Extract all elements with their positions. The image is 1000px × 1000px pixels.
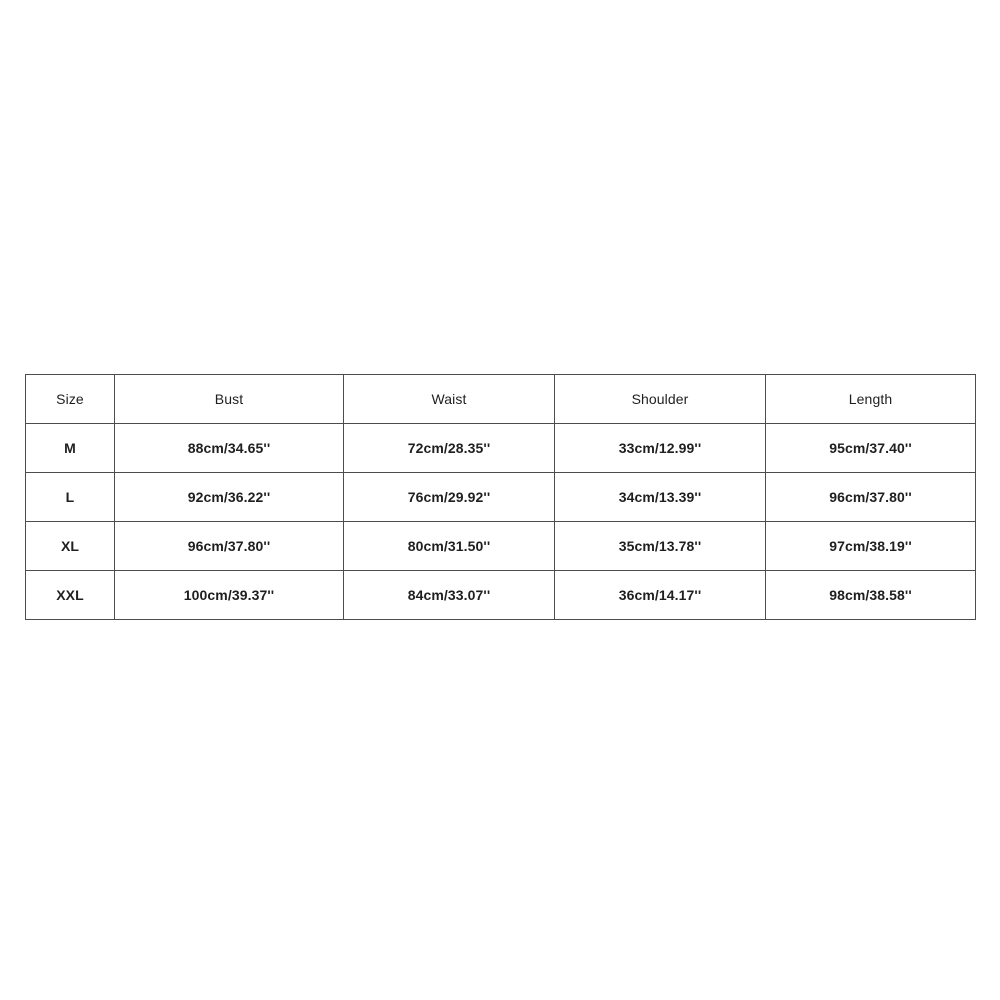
shoulder-cell: 35cm/13.78'' xyxy=(555,522,766,571)
waist-cell: 76cm/29.92'' xyxy=(344,473,555,522)
table-row xyxy=(26,473,976,522)
table-header-row xyxy=(26,375,976,424)
size-cell: L xyxy=(26,473,115,522)
bust-cell: 100cm/39.37'' xyxy=(115,571,344,620)
waist-cell: 80cm/31.50'' xyxy=(344,522,555,571)
length-cell: 98cm/38.58'' xyxy=(766,571,976,620)
table-row xyxy=(26,571,976,620)
length-cell: 95cm/37.40'' xyxy=(766,424,976,473)
shoulder-cell: 33cm/12.99'' xyxy=(555,424,766,473)
waist-cell: 72cm/28.35'' xyxy=(344,424,555,473)
header-bust: Bust xyxy=(115,375,344,424)
length-cell: 96cm/37.80'' xyxy=(766,473,976,522)
size-cell: M xyxy=(26,424,115,473)
shoulder-cell: 34cm/13.39'' xyxy=(555,473,766,522)
bust-cell: 96cm/37.80'' xyxy=(115,522,344,571)
size-cell: XL xyxy=(26,522,115,571)
bust-cell: 88cm/34.65'' xyxy=(115,424,344,473)
table-row xyxy=(26,522,976,571)
bust-cell: 92cm/36.22'' xyxy=(115,473,344,522)
size-cell: XXL xyxy=(26,571,115,620)
waist-cell: 84cm/33.07'' xyxy=(344,571,555,620)
table-row xyxy=(26,424,976,473)
length-cell: 97cm/38.19'' xyxy=(766,522,976,571)
header-waist: Waist xyxy=(344,375,555,424)
shoulder-cell: 36cm/14.17'' xyxy=(555,571,766,620)
header-length: Length xyxy=(766,375,976,424)
header-size: Size xyxy=(26,375,115,424)
header-shoulder: Shoulder xyxy=(555,375,766,424)
size-chart-table xyxy=(25,374,976,620)
